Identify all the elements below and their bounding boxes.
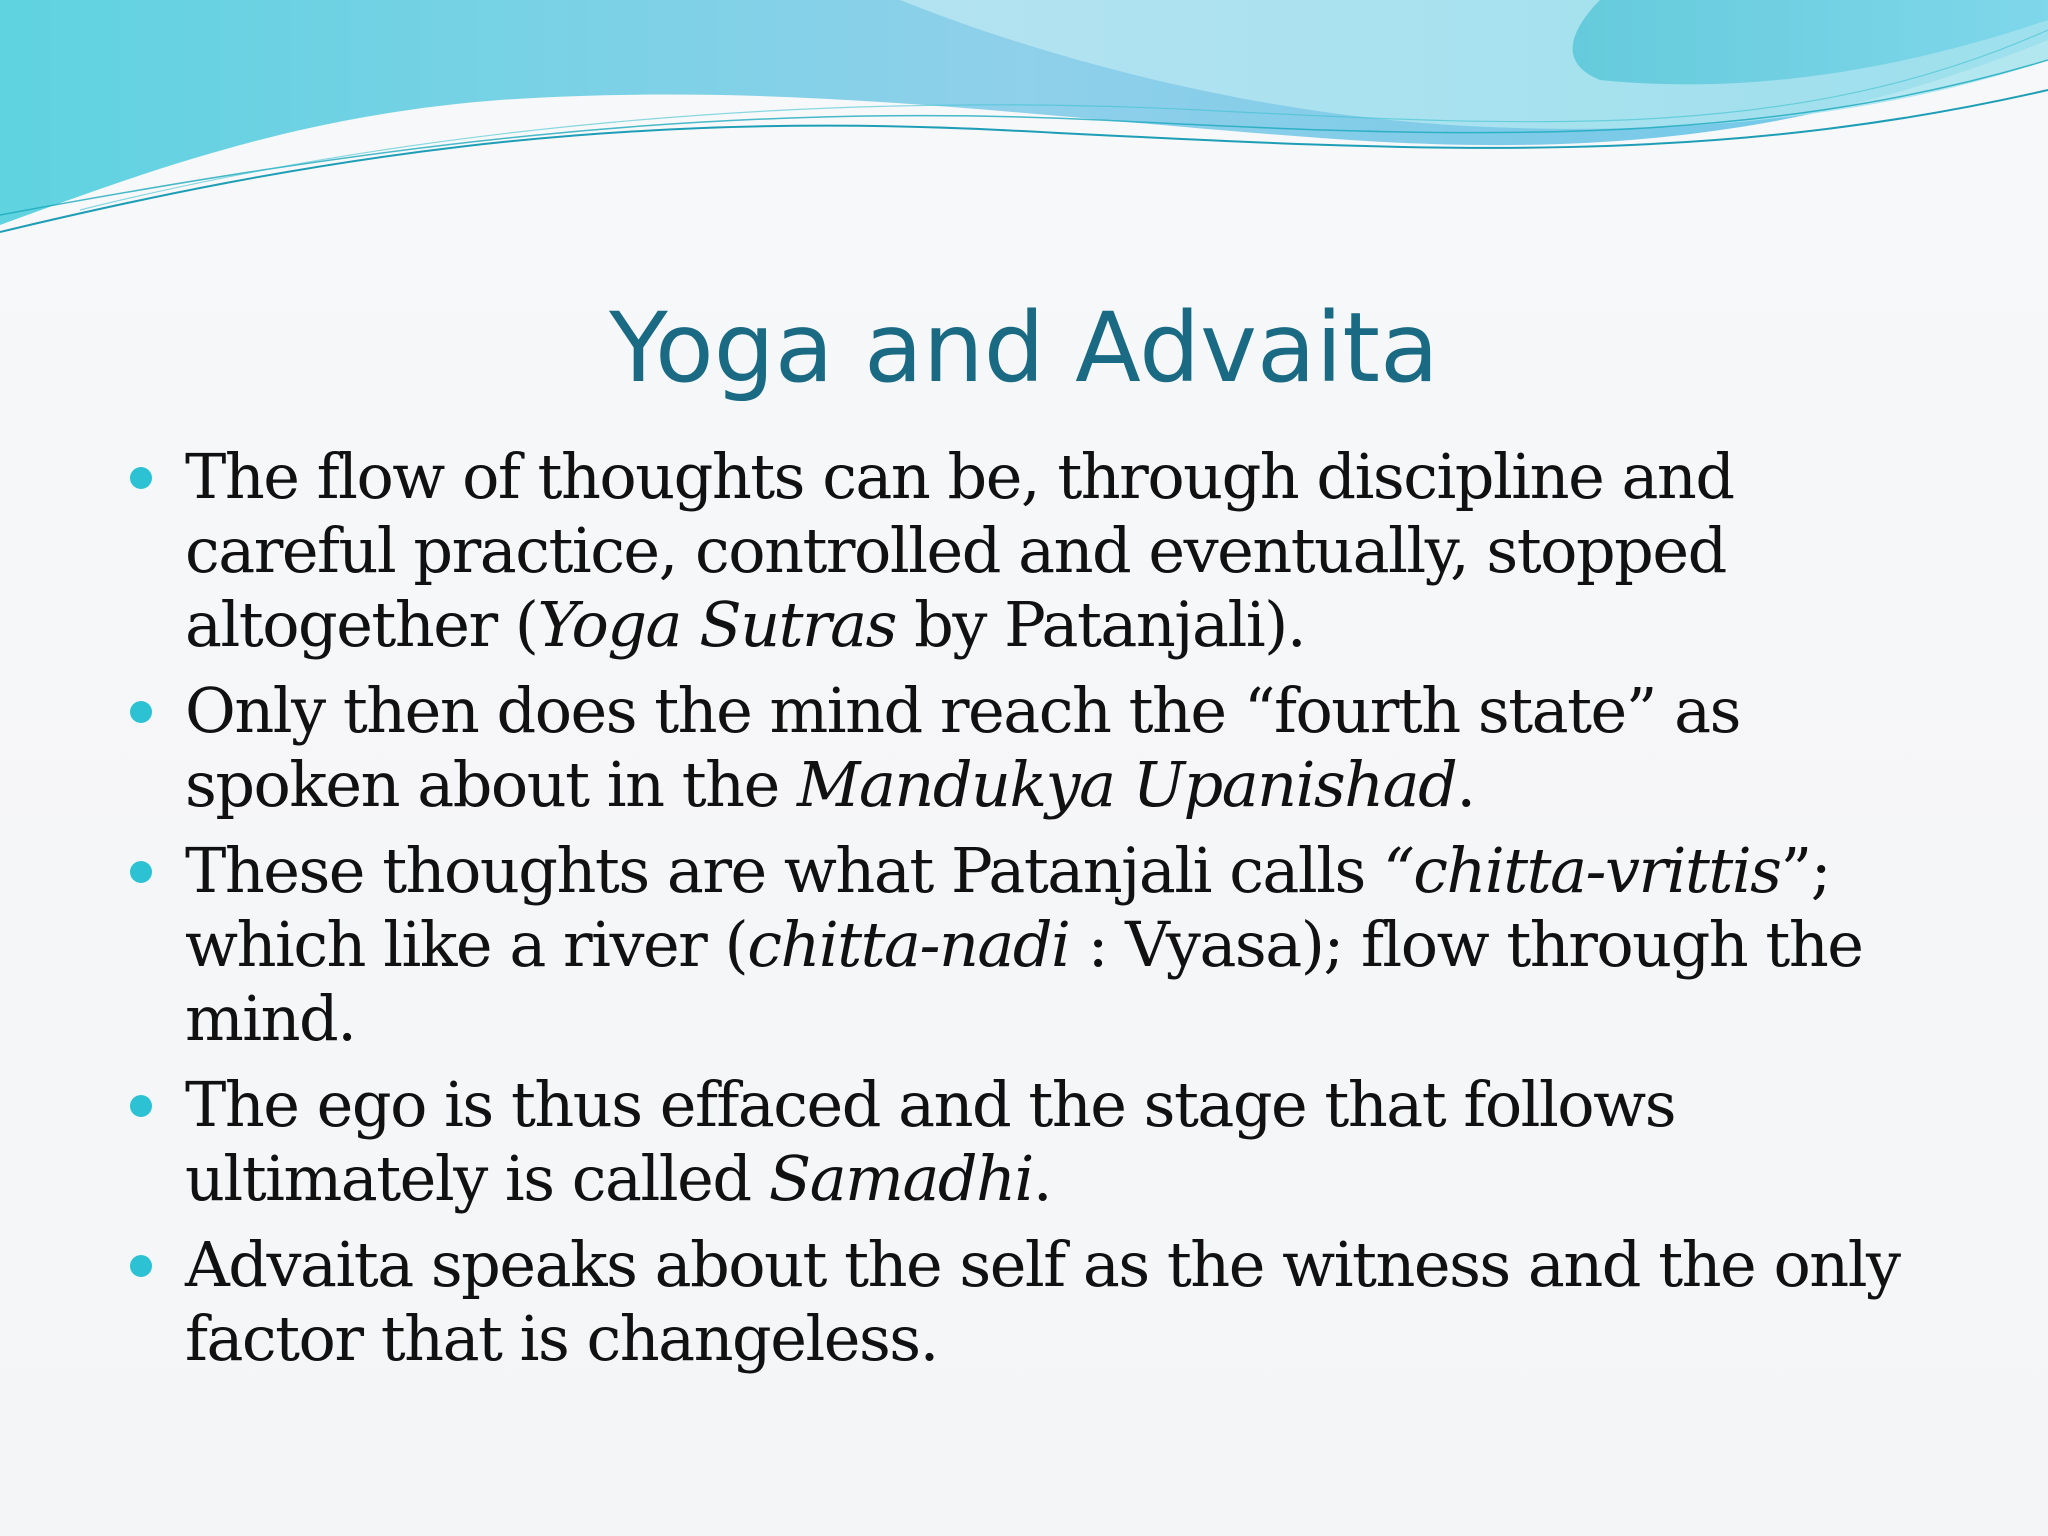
bullet-text: The flow of thoughts can be, through discipline and careful practice, controlled and eventually, stopped altogether ( <box>185 440 1734 661</box>
bullet-dot-icon <box>130 467 152 489</box>
bullet-dot-icon <box>130 1255 152 1277</box>
bullet-italic-text: “chitta-vrittis <box>1383 834 1781 907</box>
bullet-text: . <box>1032 1142 1052 1215</box>
bullet-dot-icon <box>130 861 152 883</box>
slide-title: Yoga and Advaita <box>609 292 1439 404</box>
bullet-dot-icon <box>130 1095 152 1117</box>
bullet-text: These thoughts are what Patanjali calls <box>185 834 1384 907</box>
bullet-text: by Patanjali). <box>895 588 1306 661</box>
bullet-item <box>130 440 1950 662</box>
bullet-text: : Vyasa); flow through the mind. <box>185 908 1863 1055</box>
bullet-text: ”; which like a river ( <box>185 834 1831 981</box>
bullet-italic-text: chitta-nadi <box>747 908 1070 981</box>
bullet-list <box>130 440 1950 1388</box>
bullet-italic-text: Mandukya Upanishad <box>796 748 1457 821</box>
bullet-dot-icon <box>130 701 152 723</box>
bullet-text: The ego is thus effaced and the stage that follows ultimately is called <box>185 1068 1676 1215</box>
bullet-text: Only then does the mind reach the “fourth state” as spoken about in the <box>185 674 1740 821</box>
bullet-item <box>130 674 1950 822</box>
bullet-text: . <box>1456 748 1475 821</box>
bullet-item <box>130 834 1950 1056</box>
bullet-text: Advaita speaks about the self as the witness and the only factor that is changeless. <box>185 1228 1900 1375</box>
bullet-item <box>130 1228 1950 1376</box>
header-wave-decoration <box>0 0 2048 240</box>
bullet-italic-text: Samadhi <box>768 1142 1033 1215</box>
bullet-italic-text: Yoga Sutras <box>537 588 896 661</box>
bullet-item <box>130 1068 1950 1216</box>
